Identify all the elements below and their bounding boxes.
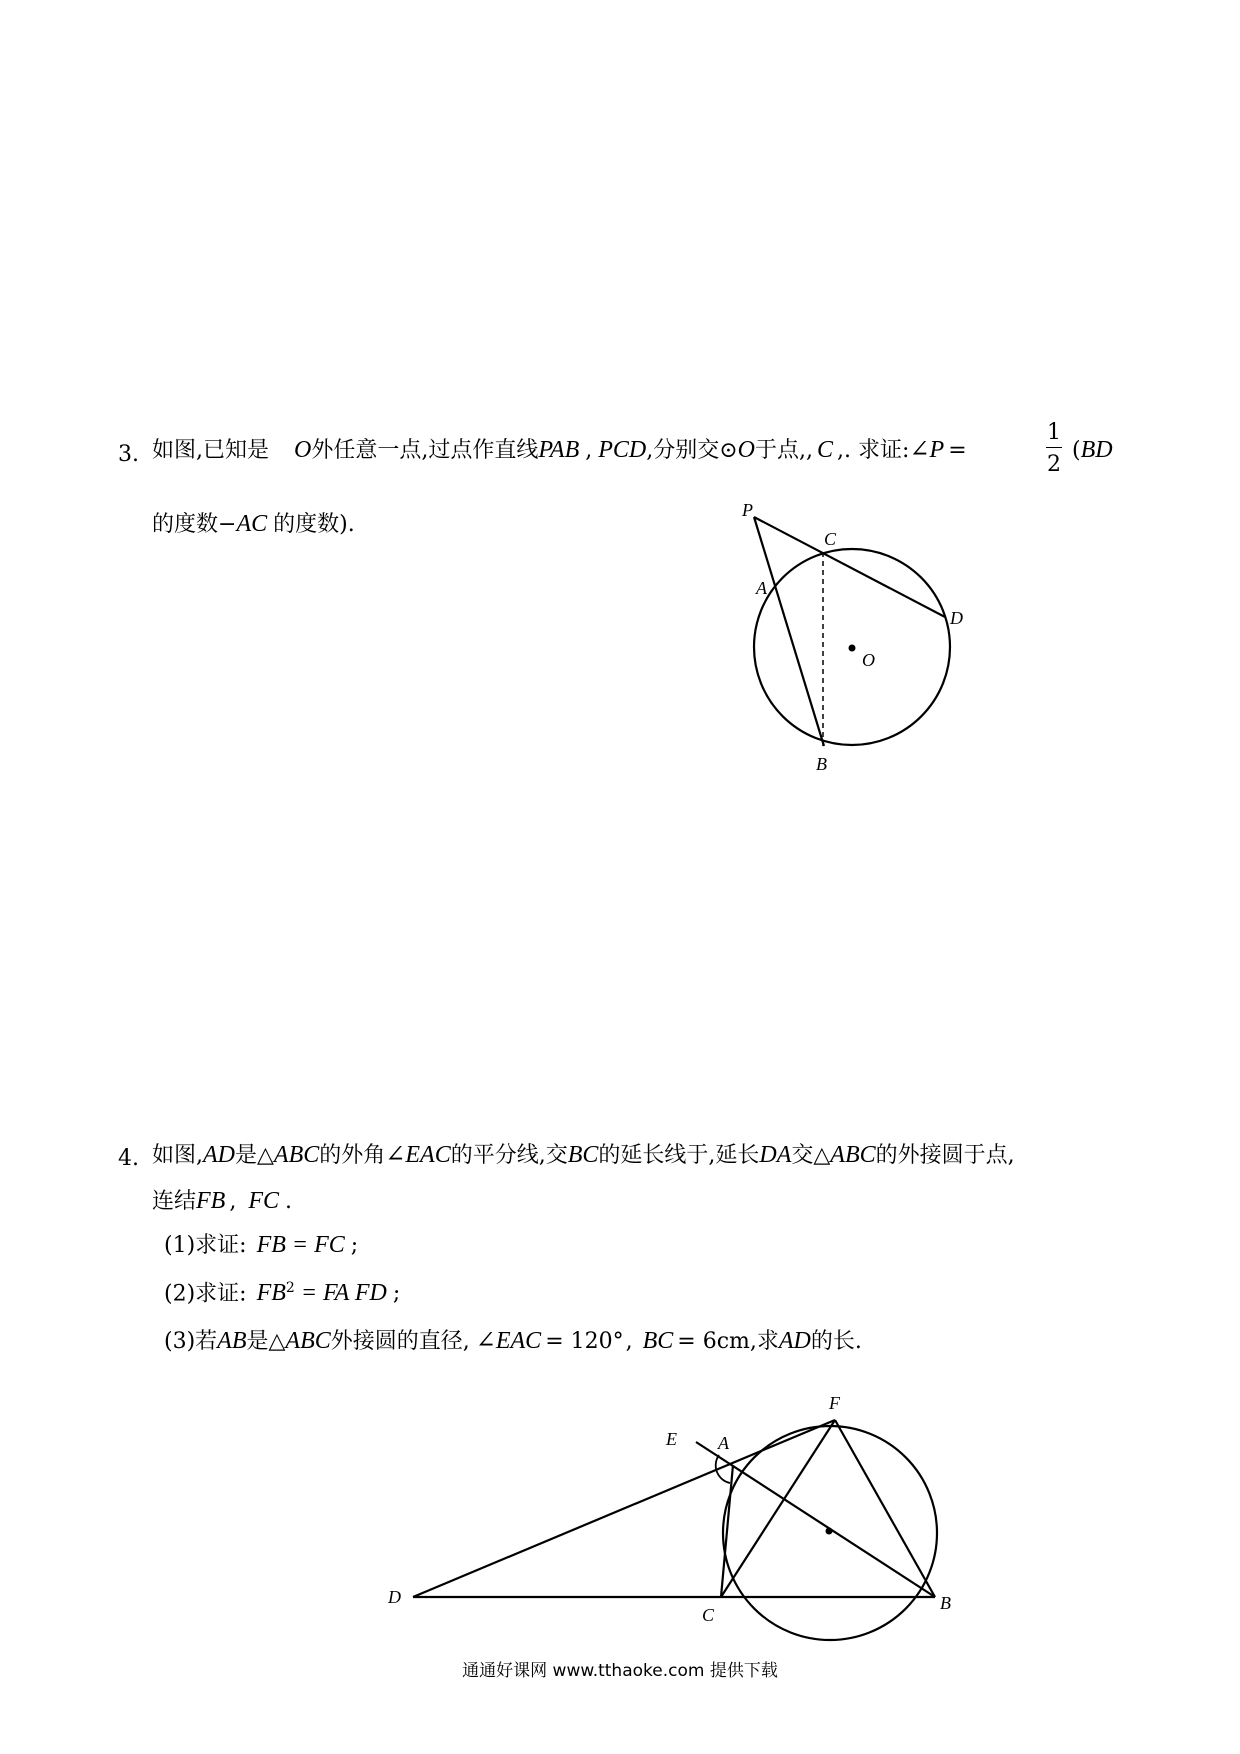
q3-frac-bar xyxy=(1046,447,1062,448)
q4-text: 的长. xyxy=(810,1329,862,1354)
q3-text: 如图,已知是 xyxy=(152,438,269,463)
q4-var: FB xyxy=(256,1280,286,1307)
q4-text: ,求 xyxy=(749,1329,779,1354)
q3-text: ( xyxy=(1072,438,1081,463)
q4-center-dot xyxy=(826,1528,833,1535)
q4-text: (3)若 xyxy=(164,1329,218,1354)
q4-text: ; xyxy=(350,1233,359,1258)
q3-var: BD xyxy=(1080,437,1113,463)
q4-var: ∠EAC xyxy=(385,1142,451,1168)
q4-var: BC xyxy=(642,1328,674,1354)
q4-label-C: C xyxy=(702,1605,715,1625)
q4-var: FC xyxy=(248,1188,280,1214)
q3-var: O xyxy=(294,437,312,463)
q4-label-F: F xyxy=(829,1393,840,1413)
q4-text: 的外接圆于点, xyxy=(875,1143,1015,1168)
q4-var: FB xyxy=(196,1188,226,1214)
q3-line-PCD xyxy=(754,517,945,617)
q3-fraction xyxy=(1044,420,1064,477)
q4-text: 如图, xyxy=(152,1143,203,1168)
q3-var: PCD xyxy=(598,437,647,463)
q4-text: 连结 xyxy=(152,1189,197,1214)
q4-label-A: A xyxy=(718,1433,729,1453)
q4-var: DA xyxy=(759,1142,792,1168)
q4-var: AD xyxy=(203,1142,235,1168)
q4-var: AB xyxy=(217,1328,247,1354)
q3-figure xyxy=(700,490,1000,780)
q3-number: 3. xyxy=(118,442,139,467)
q3-statement-line2 xyxy=(152,512,355,536)
q4-sub2-label: (2)求证: xyxy=(164,1281,247,1307)
q4-var: ∠EAC xyxy=(475,1328,542,1354)
q4-number: 4. xyxy=(118,1146,139,1171)
q3-text: 于点,, xyxy=(755,438,814,463)
q3-center-dot xyxy=(849,645,856,652)
q3-label-P: P xyxy=(742,500,753,520)
q4-var: ABC xyxy=(285,1328,331,1354)
q4-sub3 xyxy=(164,1329,862,1353)
q3-frac-num: 1 xyxy=(1047,420,1061,445)
q3-statement-line1 xyxy=(152,438,967,462)
q3-var: PAB xyxy=(538,437,580,463)
q4-text: 外接圆的直径, xyxy=(330,1329,470,1354)
q3-label-D: D xyxy=(950,608,963,628)
q4-sub1-expr: FB = FC xyxy=(256,1232,345,1258)
q4-text: 是△ xyxy=(246,1329,286,1354)
q4-var: BC xyxy=(567,1142,599,1168)
q3-text: 外任意一点,过点作直线 xyxy=(311,438,539,463)
q3-text: = xyxy=(948,438,967,463)
q3-label-A: A xyxy=(756,578,767,598)
q4-line-CF xyxy=(721,1420,835,1597)
q3-frac-den: 2 xyxy=(1047,452,1061,477)
q3-line-PAB xyxy=(754,517,824,746)
q4-var: ABC xyxy=(273,1142,320,1168)
q4-text: 的外角 xyxy=(319,1143,386,1168)
q4-statement-line1 xyxy=(152,1143,1015,1167)
q3-text: , xyxy=(585,438,593,463)
q4-text: 是△ xyxy=(235,1143,274,1168)
q4-sub1 xyxy=(164,1233,358,1257)
q4-text: 的平分线,交 xyxy=(450,1143,568,1168)
q4-text: 的延长线于,延长 xyxy=(598,1143,760,1168)
q4-label-D: D xyxy=(388,1587,401,1607)
q4-sub2-sup: 2 xyxy=(285,1280,295,1296)
q4-text: = 6cm xyxy=(677,1329,750,1354)
footer-source: 通通好课网 www.tthaoke.com 提供下载 xyxy=(462,1661,778,1681)
q4-line-DF xyxy=(413,1420,835,1597)
q3-var: C xyxy=(817,437,834,463)
q3-var: AC xyxy=(236,511,268,537)
q3-var: ∠P xyxy=(909,437,945,463)
q3-var: O xyxy=(737,437,756,463)
q4-statement-line2 xyxy=(152,1189,292,1213)
q3-text: ,分别交⊙ xyxy=(646,438,738,463)
q4-text: ; xyxy=(392,1281,401,1307)
q4-line-FB xyxy=(835,1420,935,1597)
q4-var: ABC xyxy=(830,1142,876,1168)
q4-label-B: B xyxy=(940,1593,951,1613)
q3-text: 的度数− xyxy=(152,512,237,537)
q3-label-C: C xyxy=(824,529,837,549)
q3-label-B: B xyxy=(816,754,827,774)
q4-text: , xyxy=(625,1329,633,1354)
q4-figure xyxy=(370,1385,970,1675)
q4-label-E: E xyxy=(666,1429,677,1449)
q4-text: . xyxy=(285,1189,293,1214)
q4-text: 交△ xyxy=(791,1143,831,1168)
q4-var: AD xyxy=(778,1328,811,1354)
q4-sub2-rest: = FA FD xyxy=(300,1280,387,1307)
q4-sub2 xyxy=(164,1281,400,1305)
q3-statement-tail xyxy=(1072,438,1113,462)
q4-sub1-label: (1)求证: xyxy=(164,1233,247,1258)
q3-text: ,. 求证: xyxy=(837,438,910,463)
q3-label-O: O xyxy=(862,650,875,670)
q4-text: = 120° xyxy=(545,1329,624,1354)
q4-text: , xyxy=(229,1189,237,1214)
q3-text: 的度数). xyxy=(273,512,355,537)
